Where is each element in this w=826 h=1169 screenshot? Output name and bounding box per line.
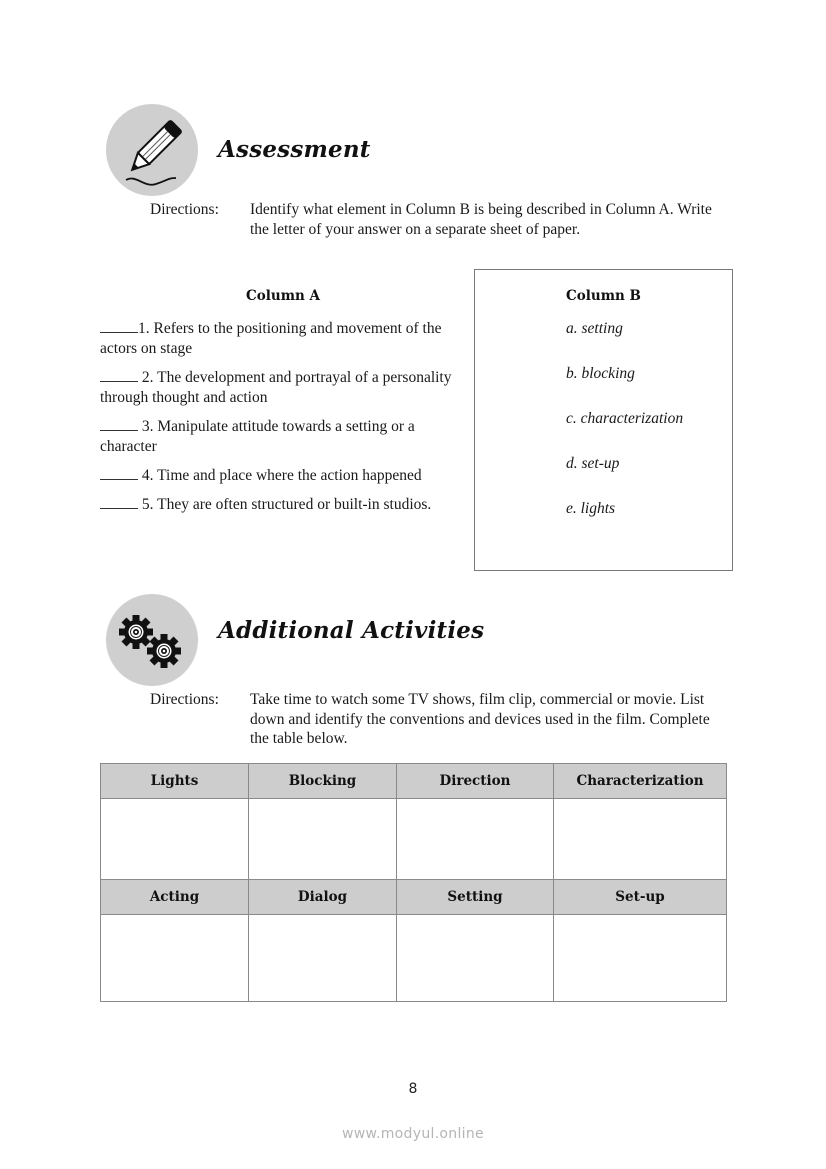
directions-text: Identify what element in Column B is being described in Column A. Write the letter of your answer on a separate sheet of paper. [250,201,712,238]
item-text: Refers to the positioning and movement of the actors on stage [100,320,442,357]
table-answer-cell[interactable] [554,799,727,880]
table-answer-cell[interactable] [397,799,554,880]
answer-blank[interactable] [100,495,138,509]
assessment-title: Assessment [218,136,371,163]
table-header-cell: Setting [397,880,554,915]
answer-blank[interactable] [100,368,138,382]
assessment-icon-badge [106,104,198,196]
column-a-item [100,466,470,486]
directions-text: Take time to watch some TV shows, film clip, commercial or movie. List down and identify the conventions and devices used in the film. Complete the table below. [250,691,710,747]
table-header-cell: Dialog [249,880,397,915]
activities-icon-badge [106,594,198,686]
item-text: The development and portrayal of a personality through thought and action [100,369,452,406]
item-number: 5. [138,496,154,513]
table-header-cell: Blocking [249,764,397,799]
item-text: Time and place where the action happened [153,467,422,484]
table-answer-cell[interactable] [249,799,397,880]
table-row [101,915,727,1002]
pencil-icon [106,104,198,196]
assessment-directions [150,200,750,260]
directions-label: Directions: [150,201,219,218]
gears-icon [106,594,198,686]
table-answer-cell[interactable] [101,915,249,1002]
column-b-option: a. setting [566,320,623,337]
table-header-row [101,880,727,915]
table-answer-cell[interactable] [397,915,554,1002]
column-a-heading: Column A [246,288,320,304]
table-header-row [101,764,727,799]
item-text: They are often structured or built-in studios. [153,496,432,513]
column-b-option: b. blocking [566,365,635,382]
directions-label: Directions: [150,691,219,708]
column-a-item [100,319,470,359]
table-header-cell: Characterization [554,764,727,799]
activity-table [100,763,727,1002]
column-b-option: e. lights [566,500,616,517]
column-b-heading: Column B [566,288,641,304]
answer-blank[interactable] [100,466,138,480]
item-number: 1. [138,320,150,337]
table-header-cell: Lights [101,764,249,799]
table-header-cell: Set-up [554,880,727,915]
column-a-item [100,368,470,408]
table-answer-cell[interactable] [101,799,249,880]
table-header-cell: Acting [101,880,249,915]
page-number: 8 [408,1081,418,1097]
table-header-cell: Direction [397,764,554,799]
column-b-box [474,269,733,571]
activities-directions [150,690,750,750]
table-row [101,799,727,880]
column-b-option: c. characterization [566,410,684,427]
item-number: 4. [138,467,154,484]
column-a-item [100,417,470,457]
table-answer-cell[interactable] [554,915,727,1002]
item-text: Manipulate attitude towards a setting or a character [100,418,415,455]
column-b-option: d. set-up [566,455,620,472]
answer-blank[interactable] [100,319,138,333]
table-answer-cell[interactable] [249,915,397,1002]
item-number: 2. [138,369,154,386]
column-a [100,286,470,524]
activities-title: Additional Activities [218,617,485,644]
column-a-item [100,495,470,515]
item-number: 3. [138,418,154,435]
answer-blank[interactable] [100,417,138,431]
watermark: www.modyul.online [342,1126,484,1142]
